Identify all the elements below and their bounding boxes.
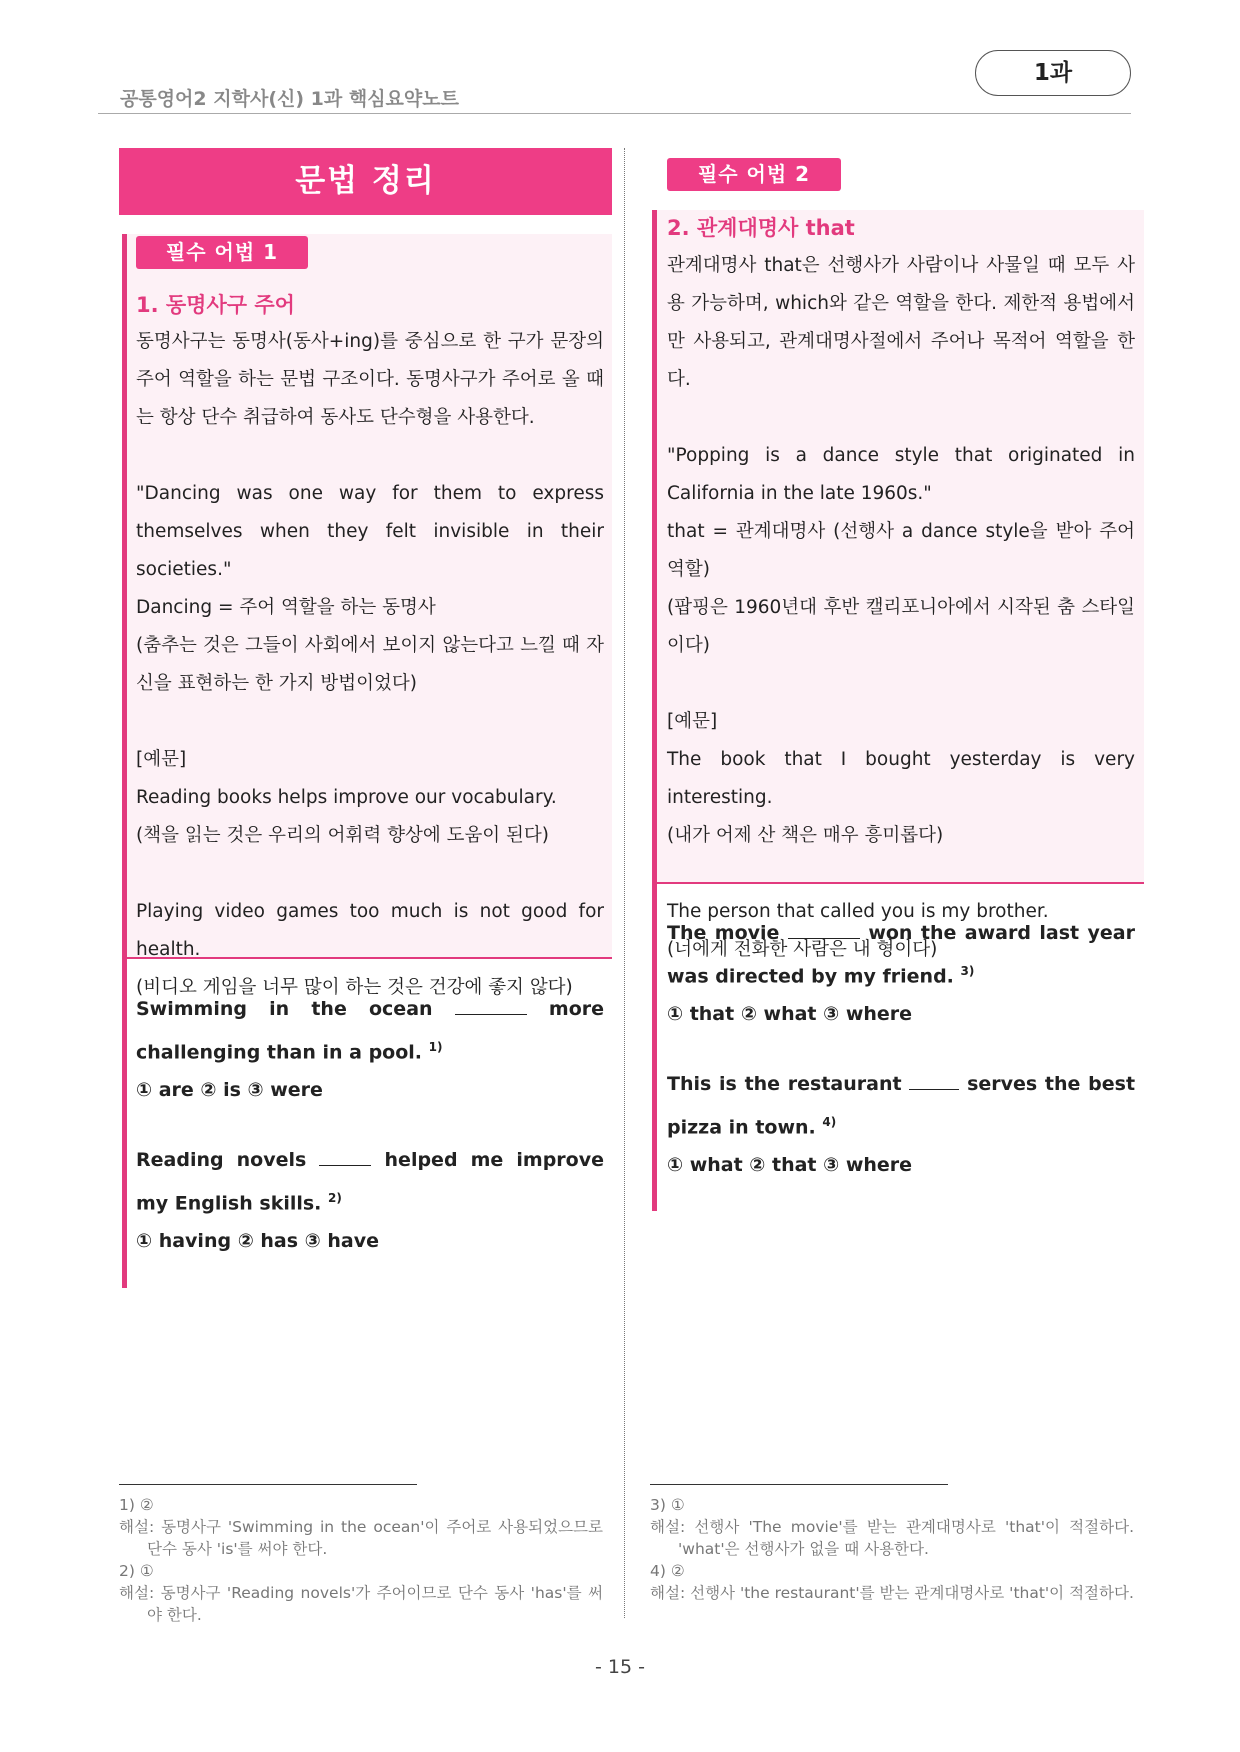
footnotes-right [650, 1494, 1134, 1604]
document-header-title: 공통영어2 지학사(신) 1과 핵심요약노트 [120, 88, 459, 110]
quiz-accent-bar-right [652, 884, 657, 1211]
spacer [136, 437, 604, 475]
question-3 [667, 914, 1135, 1033]
footnote-rule-right [650, 1484, 948, 1485]
question-text: Reading novels [136, 1149, 307, 1171]
grammar-heading-2: 2. 관계대명사 that [667, 216, 855, 240]
question-sentence [136, 990, 604, 1071]
question-text: won the award last year was directed by my friend. [667, 922, 1135, 988]
paragraph: "Popping is a dance style that originated in California in the late 1960s." [667, 445, 1135, 504]
lesson-badge: 1과 [975, 50, 1131, 96]
paragraph: 동명사구는 동명사(동사+ing)를 중심으로 한 구가 문장의 주어 역할을 하는 문법 구조이다. 동명사구가 주어로 올 때는 항상 단수 취급하여 동사도 단수형을 사용한다. [136, 331, 604, 428]
answer-blank [788, 916, 860, 939]
section-banner: 문법 정리 [119, 148, 612, 215]
question-text: more challenging than in a pool. [136, 998, 604, 1064]
page-number: - 15 - [595, 1656, 645, 1678]
question-2 [136, 1141, 604, 1260]
question-text: helped me improve my English skills. [136, 1149, 604, 1215]
grammar-tag-1: 필수 어법 1 [136, 236, 308, 269]
paragraph: (비디오 게임을 너무 많이 하는 것은 건강에 좋지 않다) [136, 977, 573, 998]
footnote-number: 3) ① [650, 1496, 685, 1514]
question-1 [136, 990, 604, 1109]
grammar-tag-2: 필수 어법 2 [667, 158, 841, 191]
answer-blank [455, 992, 527, 1015]
footnote-ref: 2) [328, 1191, 342, 1205]
paragraph: (내가 어제 산 책은 매우 흥미롭다) [667, 825, 944, 846]
paragraph: that = 관계대명사 (선행사 a dance style을 받아 주어 역할) [667, 521, 1135, 580]
question-sentence [667, 1065, 1135, 1146]
spacer [667, 855, 1135, 893]
question-text: Swimming in the ocean [136, 998, 433, 1020]
footnote-ref: 3) [960, 964, 975, 978]
question-options: ① having ② has ③ have [136, 1230, 379, 1253]
paragraph: Playing video games too much is not good for health. [136, 901, 604, 960]
grammar-heading-1: 1. 동명사구 주어 [136, 293, 295, 317]
footnote-number: 4) ② [650, 1562, 685, 1580]
paragraph: [예문] [667, 711, 718, 732]
paragraph: (팝핑은 1960년대 후반 캘리포니아에서 시작된 춤 스타일이다) [667, 597, 1135, 656]
question-options: ① that ② what ③ where [667, 1003, 913, 1026]
grammar-explanation-1 [136, 323, 604, 1007]
quiz-accent-bar-left [122, 959, 127, 1288]
footnote-rule-left [119, 1484, 417, 1485]
footnote-explanation: 해설: 동명사구 'Reading novels'가 주어이므로 단수 동사 'has'를 써야 한다. [119, 1584, 603, 1624]
question-options: ① are ② is ③ were [136, 1079, 323, 1102]
paragraph: (너에게 전화한 사람은 내 형이다) [667, 939, 938, 960]
question-options: ① what ② that ③ where [667, 1154, 913, 1177]
question-text: This is the restaurant [667, 1073, 902, 1095]
question-4 [667, 1065, 1135, 1184]
question-sentence [667, 914, 1135, 995]
grammar-explanation-2 [667, 247, 1135, 969]
paragraph: (춤추는 것은 그들이 사회에서 보이지 않는다고 느낄 때 자신을 표현하는 한 가지 방법이었다) [136, 635, 604, 694]
footnote-explanation: 해설: 선행사 'the restaurant'를 받는 관계대명사로 'that'이 적절하다. [650, 1584, 1134, 1602]
question-sentence [136, 1141, 604, 1222]
answer-blank [909, 1067, 959, 1090]
spacer [136, 703, 604, 741]
footnote-ref: 1) [428, 1040, 443, 1054]
spacer [667, 399, 1135, 437]
footnote-number: 1) ② [119, 1496, 154, 1514]
column-divider [624, 148, 625, 1618]
footnotes-left [119, 1494, 603, 1626]
paragraph: The person that called you is my brother. [667, 901, 1049, 922]
spacer [667, 665, 1135, 703]
paragraph: The book that I bought yesterday is very interesting. [667, 749, 1135, 808]
paragraph: [예문] [136, 749, 187, 770]
header-divider [98, 113, 1131, 114]
answer-blank [319, 1143, 371, 1166]
paragraph: "Dancing was one way for them to express themselves when they felt invisible in their societies." [136, 483, 604, 580]
paragraph: (책을 읽는 것은 우리의 어휘력 향상에 도움이 된다) [136, 825, 550, 846]
paragraph: Dancing = 주어 역할을 하는 동명사 [136, 597, 436, 618]
footnote-ref: 4) [822, 1115, 837, 1129]
footnote-number: 2) ① [119, 1562, 154, 1580]
footnote-explanation: 해설: 동명사구 'Swimming in the ocean'이 주어로 사용되었으므로 단수 동사 'is'를 써야 한다. [119, 1518, 603, 1558]
paragraph: 관계대명사 that은 선행사가 사람이나 사물일 때 모두 사용 가능하며, which와 같은 역할을 한다. 제한적 용법에서만 사용되고, 관계대명사절에서 주어나 목적어 역할을 한다. [667, 255, 1135, 390]
question-text: The movie [667, 922, 780, 944]
spacer [136, 855, 604, 893]
question-text: serves the best pizza in town. [667, 1073, 1136, 1139]
footnote-explanation: 해설: 선행사 'The movie'를 받는 관계대명사로 'that'이 적절하다. 'what'은 선행사가 없을 때 사용한다. [650, 1518, 1134, 1558]
paragraph: Reading books helps improve our vocabulary. [136, 787, 557, 808]
